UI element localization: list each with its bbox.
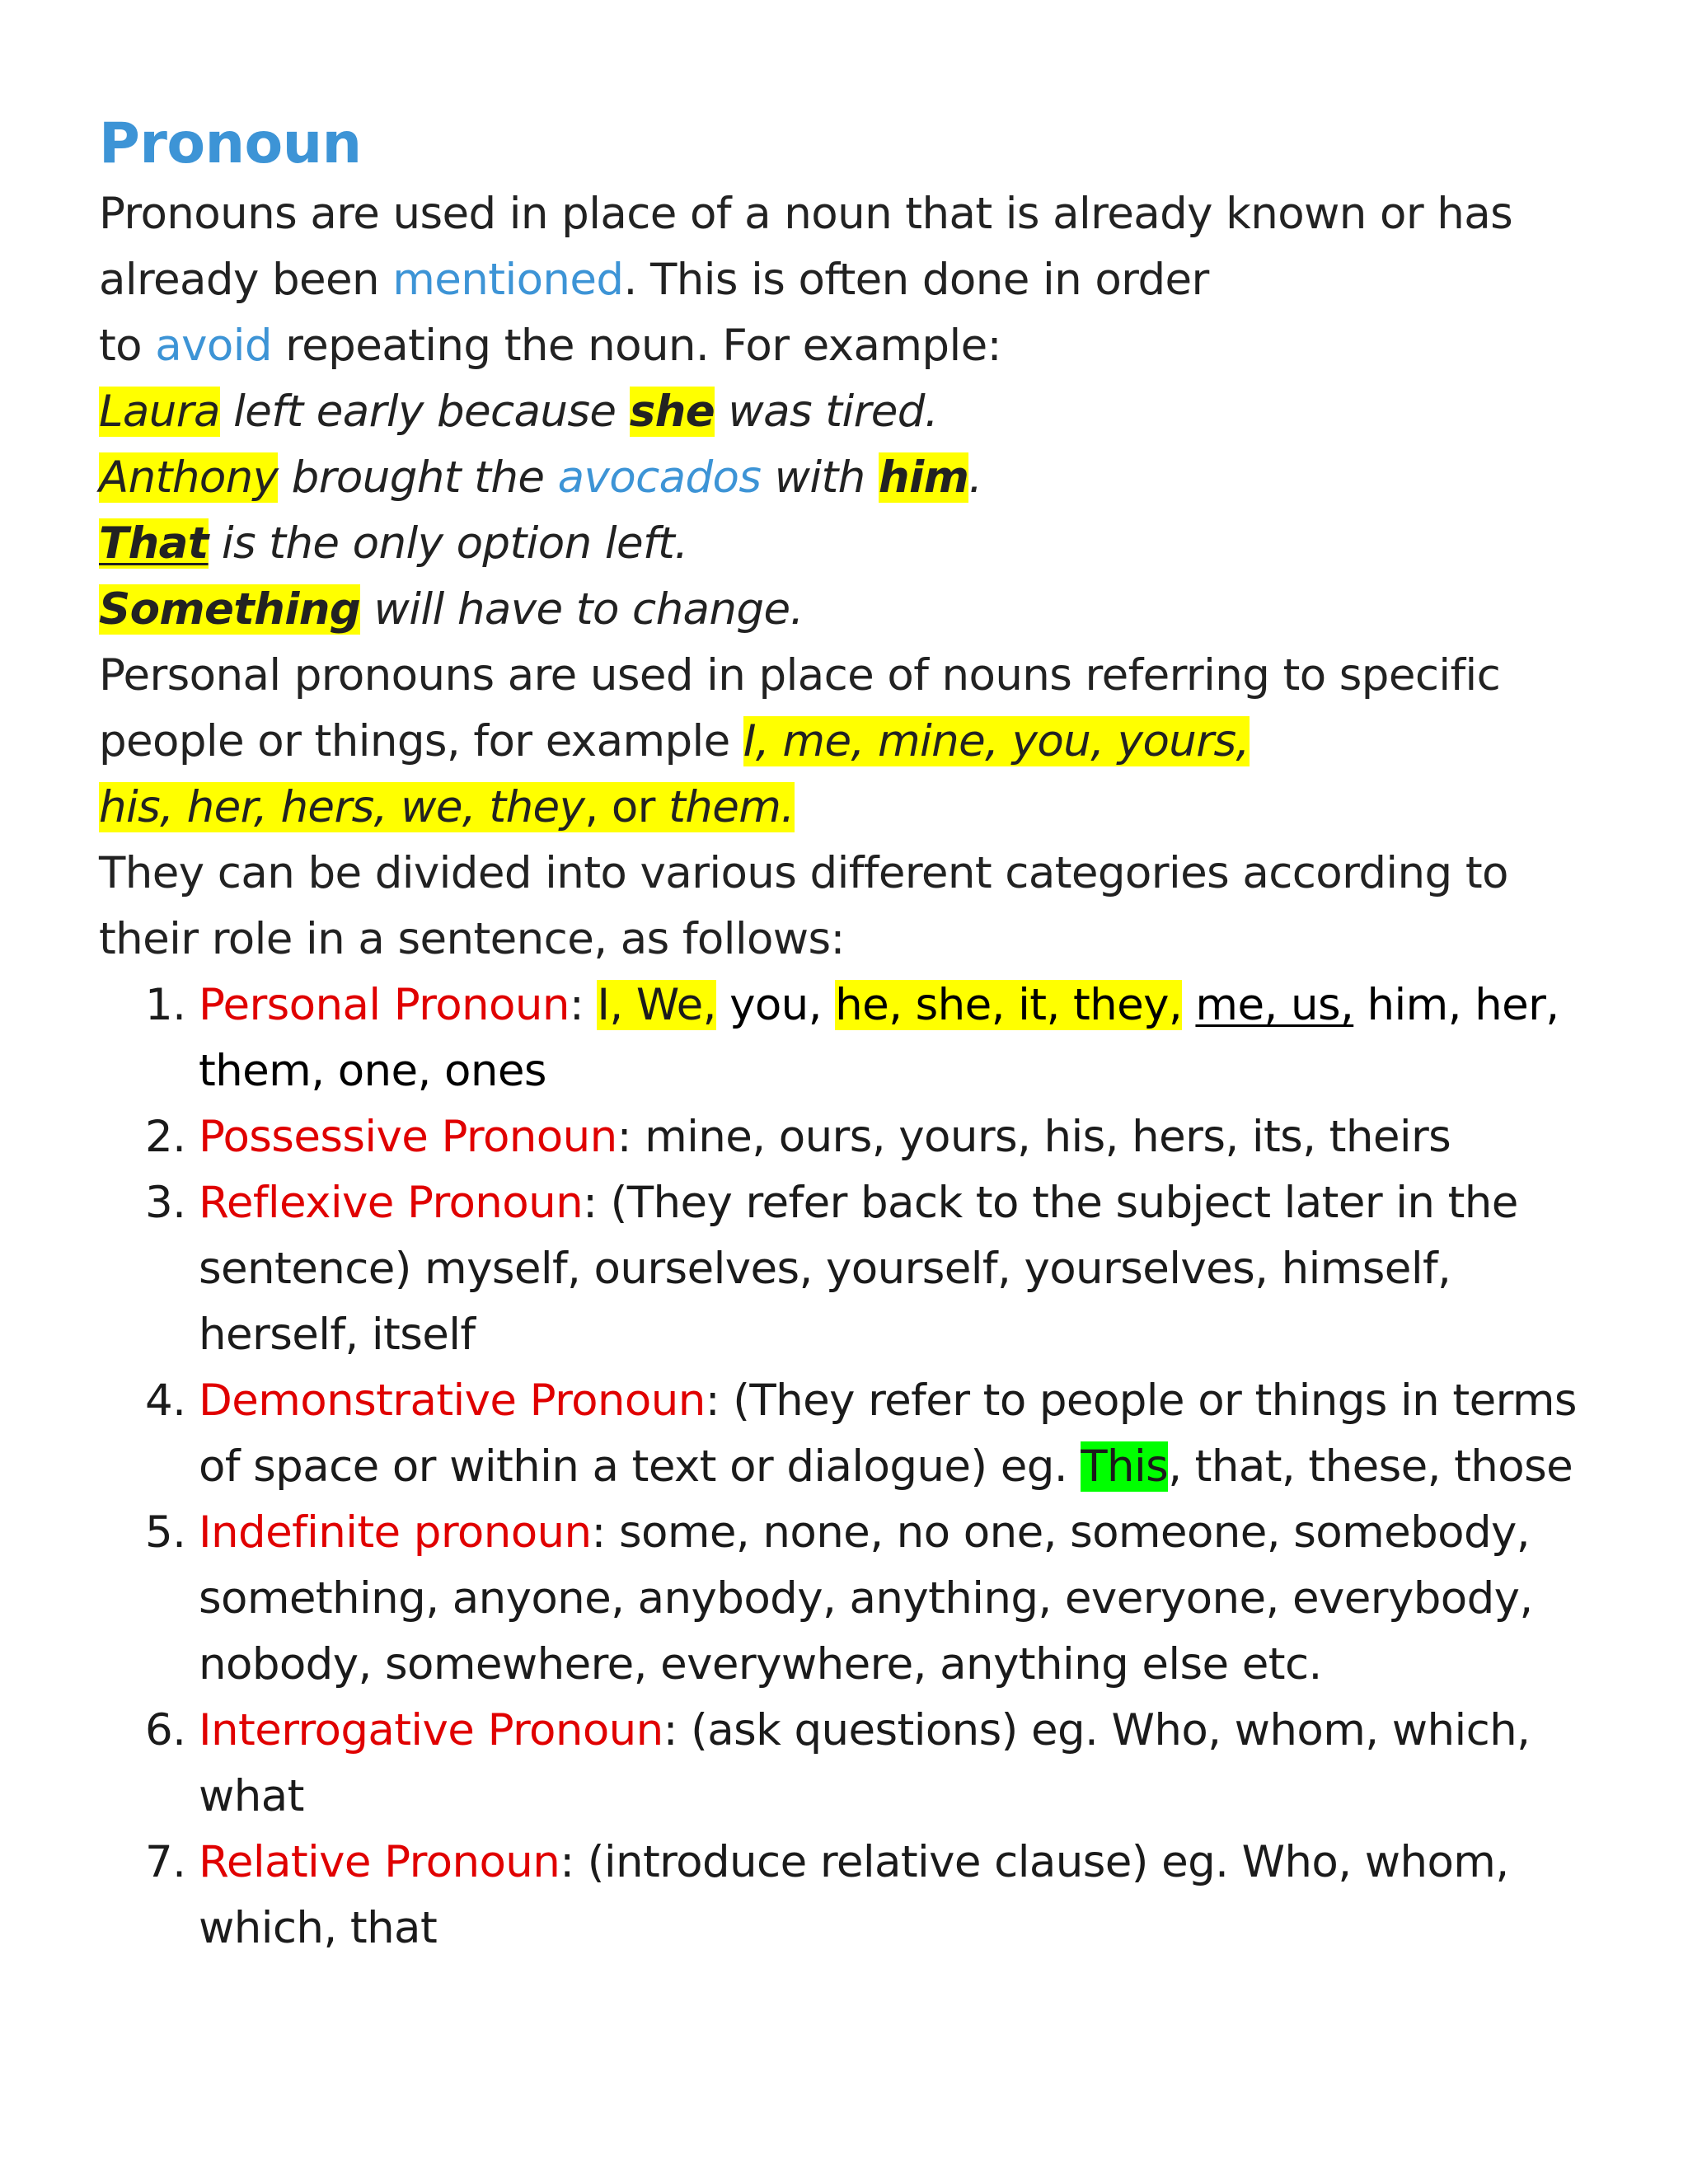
intro-paragraph xyxy=(99,181,1599,379)
example-3-text: is the only option left. xyxy=(208,518,688,569)
example-2-pronoun: him xyxy=(878,452,969,503)
list-number: 5. xyxy=(145,1507,186,1558)
link-avoid[interactable]: avoid xyxy=(155,321,272,371)
personal-them: them. xyxy=(668,782,795,832)
list-item xyxy=(99,1170,1599,1368)
example-2 xyxy=(99,445,1599,511)
category-label: Demonstrative Pronoun xyxy=(199,1376,706,1426)
category-colon: : xyxy=(569,980,598,1030)
personal-list-2-wrap xyxy=(99,782,795,832)
example-1 xyxy=(99,379,1599,445)
personal-text: Personal pronouns are used in place of nouns referring to specific people or things, for example xyxy=(99,650,1501,766)
highlighted-pronouns: I, We, xyxy=(597,980,716,1030)
list-item xyxy=(99,1698,1599,1830)
personal-list-1: I, me, mine, you, yours, xyxy=(743,716,1250,766)
document-page xyxy=(99,107,1599,1961)
example-4 xyxy=(99,577,1599,643)
list-item xyxy=(99,1104,1599,1170)
list-item xyxy=(99,972,1599,1104)
list-number: 3. xyxy=(145,1178,186,1228)
category-text: : some, none, no one, someone, somebody, something, anyone, anybody, anything, everyone, everybody, nobody, somewhere, everywhere, anything else etc. xyxy=(199,1507,1533,1690)
category-text: : mine, ours, yours, his, hers, its, theirs xyxy=(617,1112,1451,1162)
category-text: you, xyxy=(715,980,836,1030)
category-text: : (They refer back to the subject later in the sentence) myself, ourselves, yourself, yourselves, himself, herself, itself xyxy=(199,1178,1518,1360)
intro-text-4: repeating the noun. For example: xyxy=(271,321,1001,371)
list-item xyxy=(99,1500,1599,1698)
link-avocados[interactable]: avocados xyxy=(557,452,762,503)
category-space xyxy=(1182,980,1195,1030)
personal-or: , or xyxy=(584,782,669,832)
example-1-pronoun: she xyxy=(629,387,715,437)
example-1-text: left early because xyxy=(219,387,630,437)
category-label: Interrogative Pronoun xyxy=(199,1705,663,1755)
example-1-noun: Laura xyxy=(99,387,220,437)
category-label: Possessive Pronoun xyxy=(199,1112,617,1162)
underlined-pronouns: me, us, xyxy=(1195,980,1354,1030)
category-label: Indefinite pronoun xyxy=(199,1507,592,1558)
pronoun-categories-list xyxy=(99,972,1599,1961)
list-number: 1. xyxy=(145,980,186,1030)
example-2-period: . xyxy=(968,452,982,503)
intro-text-2: . This is often done in order xyxy=(623,255,1209,305)
example-2-text-mid: with xyxy=(761,452,879,503)
personal-paragraph xyxy=(99,643,1599,841)
category-text-end: him, her, them, one, ones xyxy=(199,980,1559,1096)
list-item xyxy=(99,1368,1599,1500)
personal-list-2: his, her, hers, we, they xyxy=(99,782,585,832)
example-3-pronoun: That xyxy=(99,518,209,569)
intro-text-3: to xyxy=(99,321,156,371)
example-1-text-end: was tired. xyxy=(715,387,939,437)
list-number: 2. xyxy=(145,1112,186,1162)
list-number: 7. xyxy=(145,1837,186,1887)
category-text: : (ask questions) eg. Who, whom, which, what xyxy=(199,1705,1531,1821)
highlighted-pronouns: he, she, it, they, xyxy=(835,980,1183,1030)
category-label: Relative Pronoun xyxy=(199,1837,560,1887)
list-number: 4. xyxy=(145,1376,186,1426)
category-text: : (introduce relative clause) eg. Who, whom, which, that xyxy=(199,1837,1509,1953)
intro-text-1: Pronouns are used in place of a noun that is already known or has already been xyxy=(99,189,1513,305)
page-title: Pronoun xyxy=(99,111,362,176)
categories-intro: They can be divided into various different categories according to their role in a sentence, as follows: xyxy=(99,848,1508,964)
example-3 xyxy=(99,511,1599,577)
highlighted-this: This xyxy=(1081,1441,1169,1492)
category-text-end: , that, these, those xyxy=(1168,1441,1573,1492)
example-2-noun: Anthony xyxy=(99,452,279,503)
example-4-text: will have to change. xyxy=(360,584,804,635)
list-item xyxy=(99,1830,1599,1961)
category-label: Reflexive Pronoun xyxy=(199,1178,584,1228)
link-mentioned[interactable]: mentioned xyxy=(392,255,624,305)
example-2-text: brought the xyxy=(278,452,558,503)
category-label: Personal Pronoun xyxy=(199,980,570,1030)
category-text: : (They refer to people or things in terms of space or within a text or dialogue) eg. xyxy=(199,1376,1577,1492)
example-4-pronoun: Something xyxy=(99,584,361,635)
list-number: 6. xyxy=(145,1705,186,1755)
